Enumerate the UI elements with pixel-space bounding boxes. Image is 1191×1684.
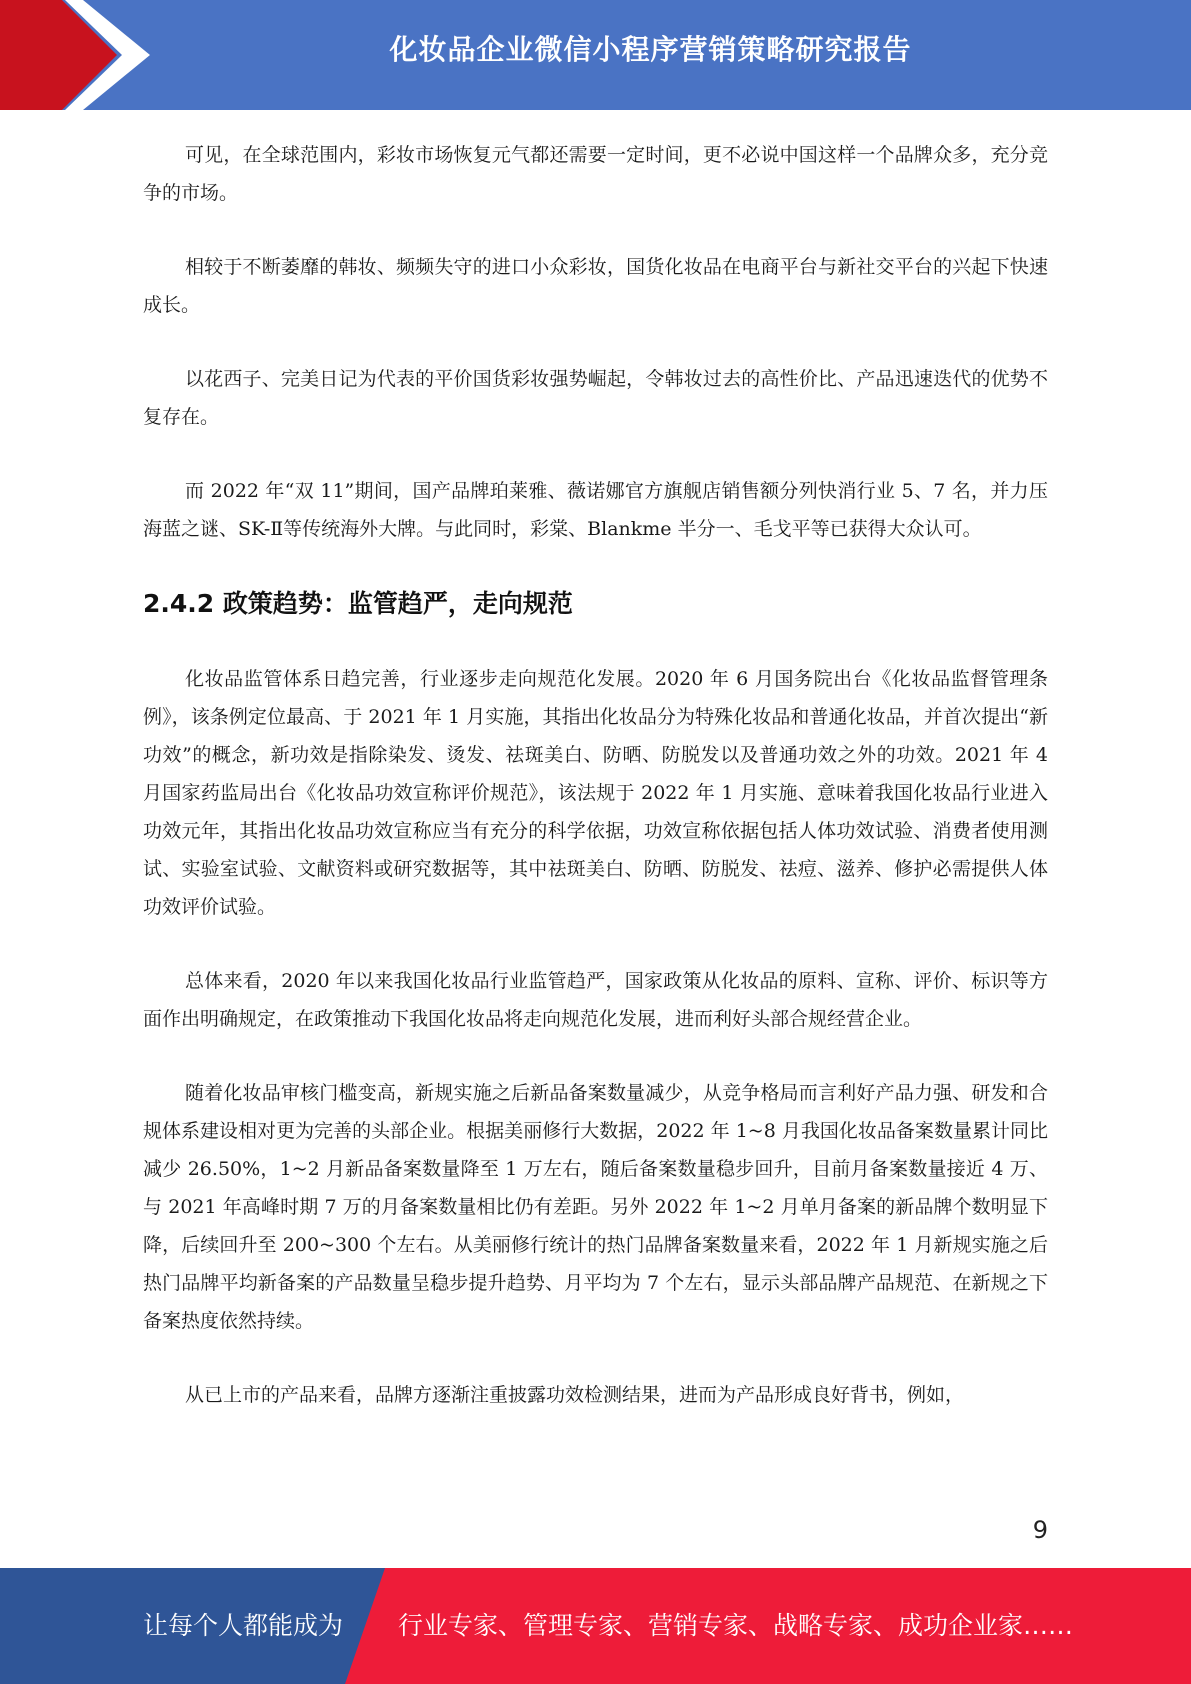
footer-slogan-left: 让每个人都能成为 bbox=[143, 1611, 344, 1640]
paragraph: 而 2022 年“双 11”期间，国产品牌珀莱雅、薇诺娜官方旗舰店销售额分列快消行业 5、7 名，并力压海蓝之谜、SK-Ⅱ等传统海外大牌。与此同时，彩棠、Blankme 半分一、毛戈平等已获得大众认可。 bbox=[143, 480, 1048, 540]
page-header bbox=[0, 0, 1191, 110]
page-number: 9 bbox=[1032, 1516, 1048, 1544]
paragraph: 随着化妆品审核门槛变高，新规实施之后新品备案数量减少，从竞争格局而言利好产品力强、研发和合规体系建设相对更为完善的头部企业。根据美丽修行大数据，2022 年 1~8 月我国化妆品备案数量累计同比减少 26.50%，1~2 月新品备案数量降至 1 万左右，随后备案数量稳步回升，目前月备案数量接近 4 万、与 2021 年高峰时期 7 万的月备案数量相比仍有差距。另外 2022 年 1~2 月单月备案的新品牌个数明显下降，后续回升至 200~300 个左右。从美丽修行统计的热门品牌备案数量来看，2022 年 1 月新规实施之后热门品牌平均新备案的产品数量呈稳步提升趋势、月平均为 7 个左右，显示头部品牌产品规范、在新规之下备案热度依然持续。 bbox=[143, 1082, 1048, 1332]
page-footer bbox=[0, 1568, 1191, 1684]
paragraph: 可见，在全球范围内，彩妆市场恢复元气都还需要一定时间，更不必说中国这样一个品牌众多，充分竞争的市场。 bbox=[143, 144, 1048, 204]
paragraph: 以花西子、完美日记为代表的平价国货彩妆强势崛起，令韩妆过去的高性价比、产品迅速迭代的优势不复存在。 bbox=[143, 368, 1048, 428]
header-arrow-decoration bbox=[0, 0, 150, 110]
paragraph: 化妆品监管体系日趋完善，行业逐步走向规范化发展。2020 年 6 月国务院出台《化妆品监督管理条例》，该条例定位最高、于 2021 年 1 月实施，其指出化妆品分为特殊化妆品和普通化妆品，并首次提出“新功效”的概念，新功效是指除染发、烫发、祛斑美白、防晒、防脱发以及普通功效之外的功效。2021 年 4 月国家药监局出台《化妆品功效宣称评价规范》，该法规于 2022 年 1 月实施、意味着我国化妆品行业进入功效元年，其指出化妆品功效宣称应当有充分的科学依据，功效宣称依据包括人体功效试验、消费者使用测试、实验室试验、文献资料或研究数据等，其中祛斑美白、防晒、防脱发、祛痘、滋养、修护必需提供人体功效评价试验。 bbox=[143, 668, 1048, 918]
paragraph: 从已上市的产品来看，品牌方逐渐注重披露功效检测结果，进而为产品形成良好背书，例如， bbox=[185, 1384, 965, 1406]
section-heading: 2.4.2 政策趋势：监管趋严，走向规范 bbox=[143, 589, 573, 618]
report-title: 化妆品企业微信小程序营销策略研究报告 bbox=[389, 33, 912, 66]
paragraph: 相较于不断萎靡的韩妆、频频失守的进口小众彩妆，国货化妆品在电商平台与新社交平台的兴起下快速成长。 bbox=[143, 256, 1048, 316]
footer-slogan-right: 行业专家、管理专家、营销专家、战略专家、成功企业家…… bbox=[398, 1611, 1074, 1640]
paragraph: 总体来看，2020 年以来我国化妆品行业监管趋严，国家政策从化妆品的原料、宣称、评价、标识等方面作出明确规定，在政策推动下我国化妆品将走向规范化发展，进而利好头部合规经营企业。 bbox=[143, 970, 1048, 1030]
main-content bbox=[143, 136, 1048, 1450]
